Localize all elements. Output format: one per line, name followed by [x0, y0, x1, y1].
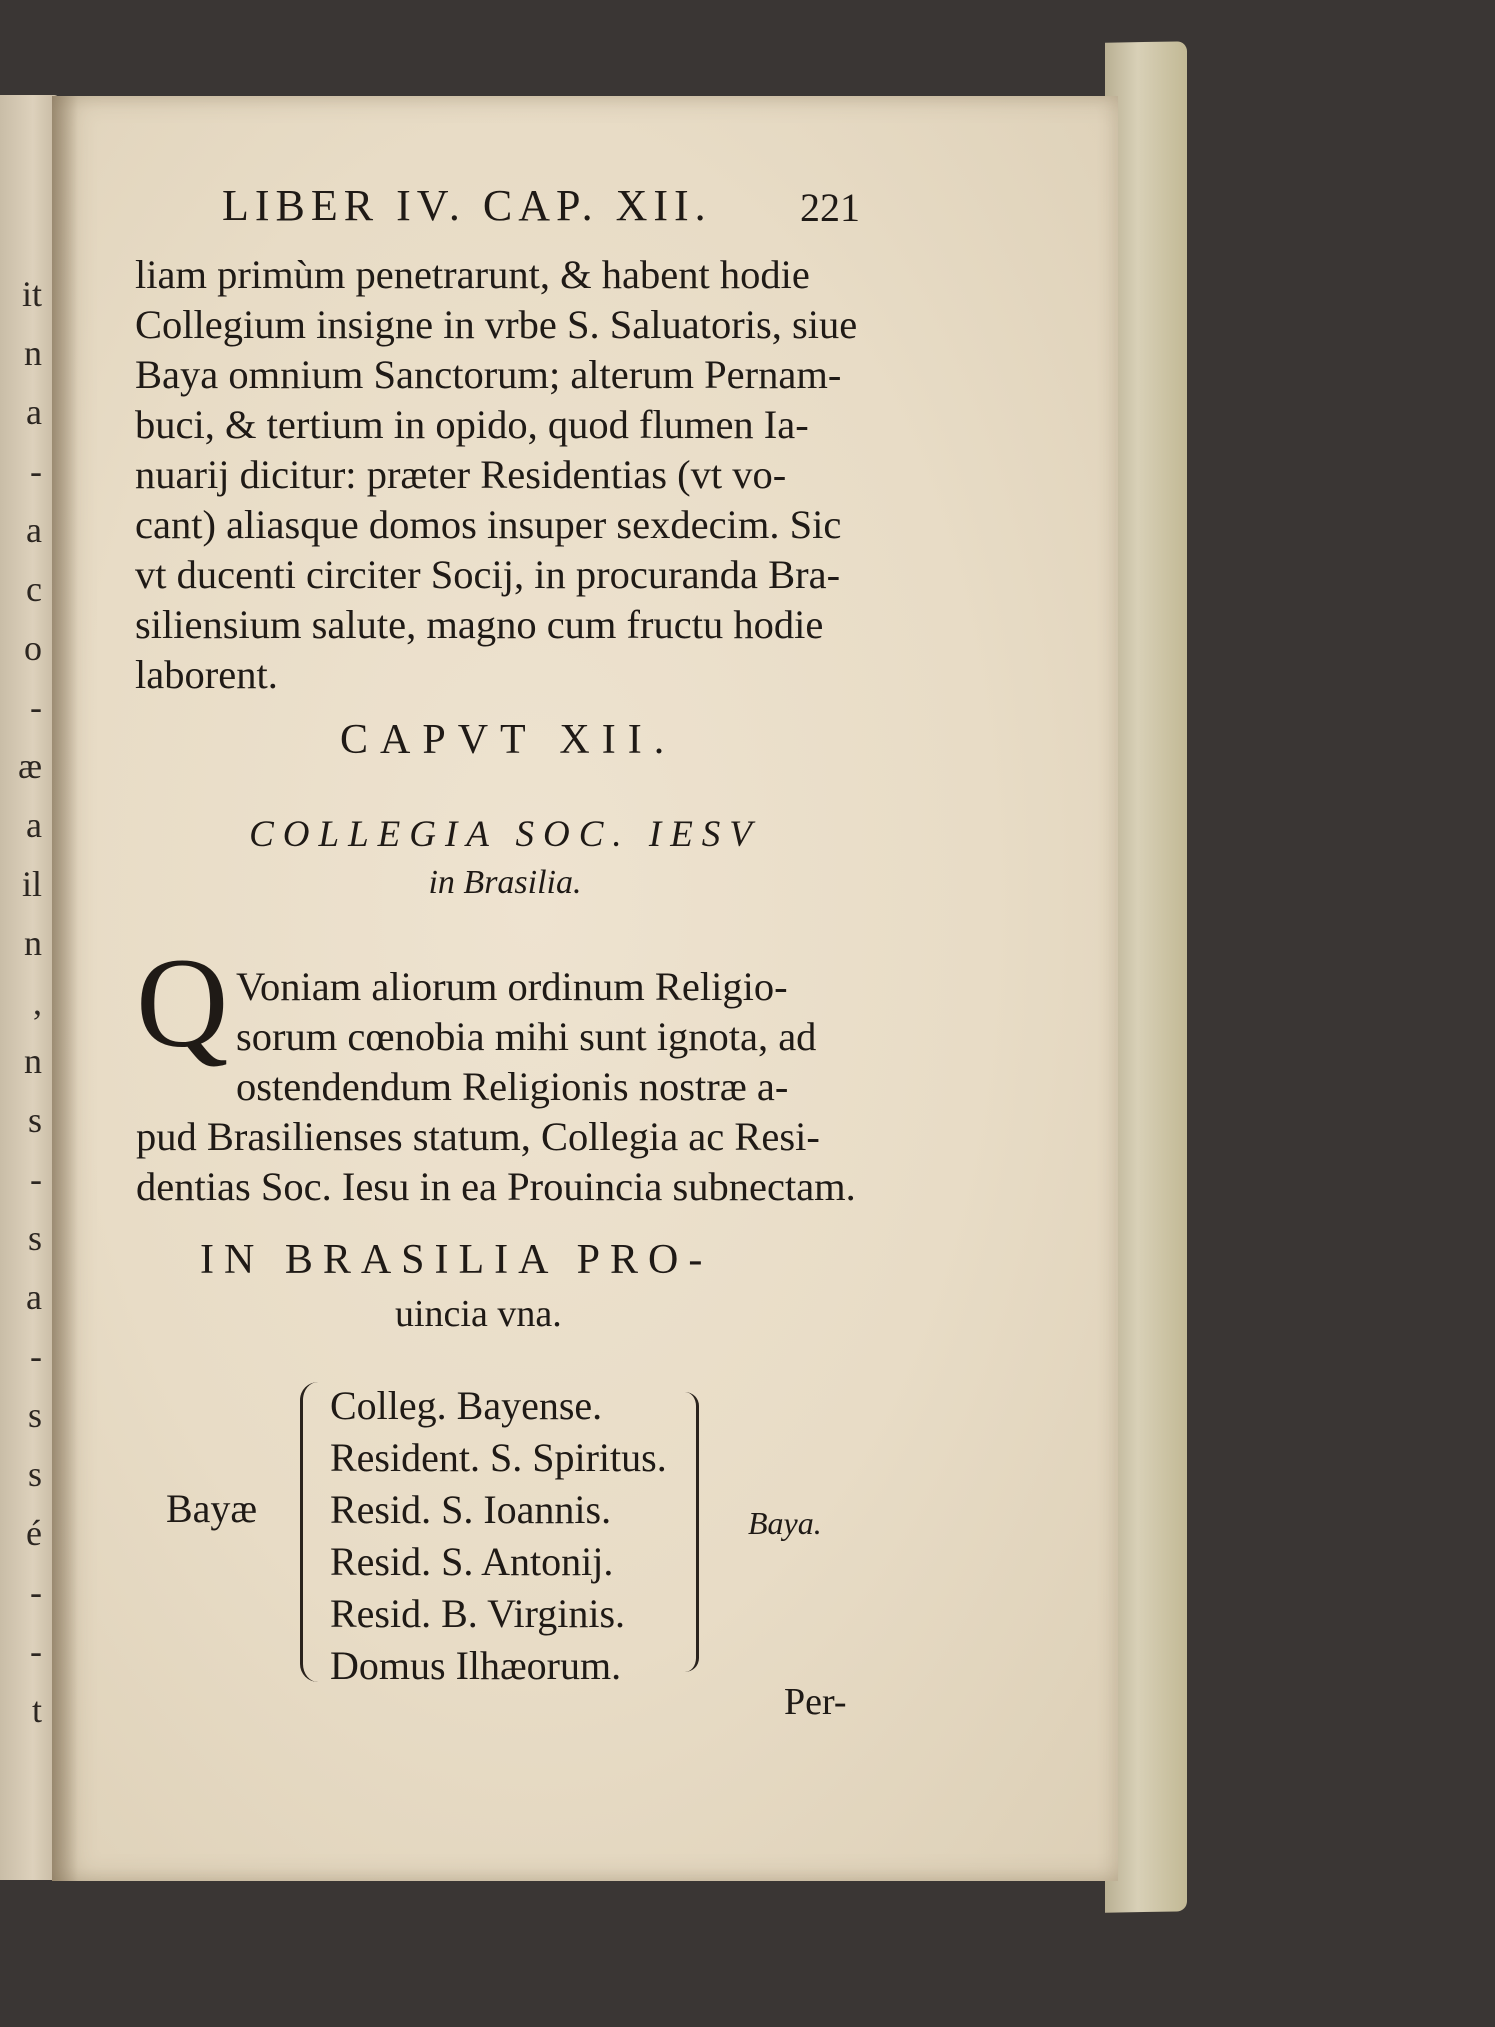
chapter-title: COLLEGIA SOC. IESV	[249, 814, 761, 855]
margin-fragment: a	[26, 805, 42, 845]
margin-fragment: c	[26, 569, 42, 609]
text-line: ostendendum Religionis nostræ a-	[236, 1064, 789, 1109]
text-line: pud Brasilienses statum, Collegia ac Resi-	[136, 1114, 820, 1159]
margin-fragment: -	[30, 1572, 42, 1612]
text-line: dentias Soc. Iesu in ea Prouincia subnectam.	[136, 1164, 856, 1209]
margin-fragment: -	[30, 687, 42, 727]
margin-fragment: ,	[33, 982, 42, 1022]
list-item: Resid. B. Virginis.	[330, 1591, 626, 1636]
margin-fragment: s	[27, 1218, 42, 1258]
margin-fragment: n	[24, 923, 42, 963]
margin-fragment: n	[24, 333, 42, 373]
right-brace	[678, 1392, 699, 1672]
margin-fragment: a	[26, 510, 42, 550]
list-left-label: Bayæ	[166, 1486, 258, 1531]
margin-fragment: n	[24, 1041, 42, 1081]
section-heading: IN BRASILIA PRO-	[200, 1237, 713, 1283]
margin-fragment: s	[27, 1454, 42, 1494]
left-page-edge	[0, 95, 60, 1880]
text-line: sorum cœnobia mihi sunt ignota, ad	[236, 1014, 817, 1059]
margin-fragment: -	[30, 1159, 42, 1199]
margin-fragment: -	[30, 1631, 42, 1671]
left-brace	[300, 1382, 329, 1682]
margin-fragment: a	[26, 1277, 42, 1317]
paragraph-continued	[135, 250, 875, 700]
section-heading-continued: uincia vna.	[395, 1293, 562, 1335]
margin-fragment: -	[30, 1336, 42, 1376]
left-page-margin-fragments	[2, 265, 42, 1740]
margin-fragment: a	[26, 392, 42, 432]
page-gutter-shadow	[52, 96, 78, 1881]
page-number: 221	[800, 185, 860, 230]
margin-fragment: t	[31, 1690, 42, 1730]
text-line: cant) aliasque domos insuper sexdecim. Sic	[135, 502, 842, 547]
margin-fragment: æ	[17, 746, 42, 786]
list-item: Domus Ilhæorum.	[330, 1643, 622, 1688]
text-line: Baya omnium Sanctorum; alterum Pernam-	[135, 352, 842, 397]
margin-fragment: -	[30, 451, 42, 491]
text-line: nuarij dicitur: præter Residentias (vt vo-	[135, 452, 787, 497]
list-right-label: Baya.	[748, 1505, 822, 1541]
margin-fragment: il	[21, 864, 42, 904]
margin-fragment: it	[21, 274, 42, 314]
margin-fragment: é	[26, 1513, 42, 1553]
catchword: Per-	[784, 1681, 847, 1723]
margin-fragment: s	[27, 1100, 42, 1140]
text-line: siliensium salute, magno cum fructu hodie	[135, 602, 824, 647]
list-item: Resident. S. Spiritus.	[330, 1435, 667, 1480]
drop-cap: Q	[136, 932, 229, 1074]
text-line: Collegium insigne in vrbe S. Saluatoris, siue	[135, 302, 858, 347]
running-head: LIBER IV. CAP. XII.	[222, 181, 712, 230]
paragraph-opening	[136, 962, 876, 1212]
residence-list	[330, 1380, 667, 1692]
text-line: buci, & tertium in opido, quod flumen Ia-	[135, 402, 809, 447]
text-line: Voniam aliorum ordinum Religio-	[236, 964, 788, 1009]
text-line: laborent.	[135, 652, 278, 697]
margin-fragment: s	[27, 1395, 42, 1435]
list-item: Colleg. Bayense.	[330, 1383, 603, 1428]
chapter-subtitle: in Brasilia.	[428, 864, 582, 901]
margin-fragment: o	[24, 628, 42, 668]
text-line: liam primùm penetrarunt, & habent hodie	[135, 252, 810, 297]
list-item: Resid. S. Ioannis.	[330, 1487, 612, 1532]
chapter-heading: CAPVT XII.	[340, 717, 677, 763]
text-line: vt ducenti circiter Socij, in procuranda Bra-	[135, 552, 841, 597]
list-item: Resid. S. Antonij.	[330, 1539, 614, 1584]
